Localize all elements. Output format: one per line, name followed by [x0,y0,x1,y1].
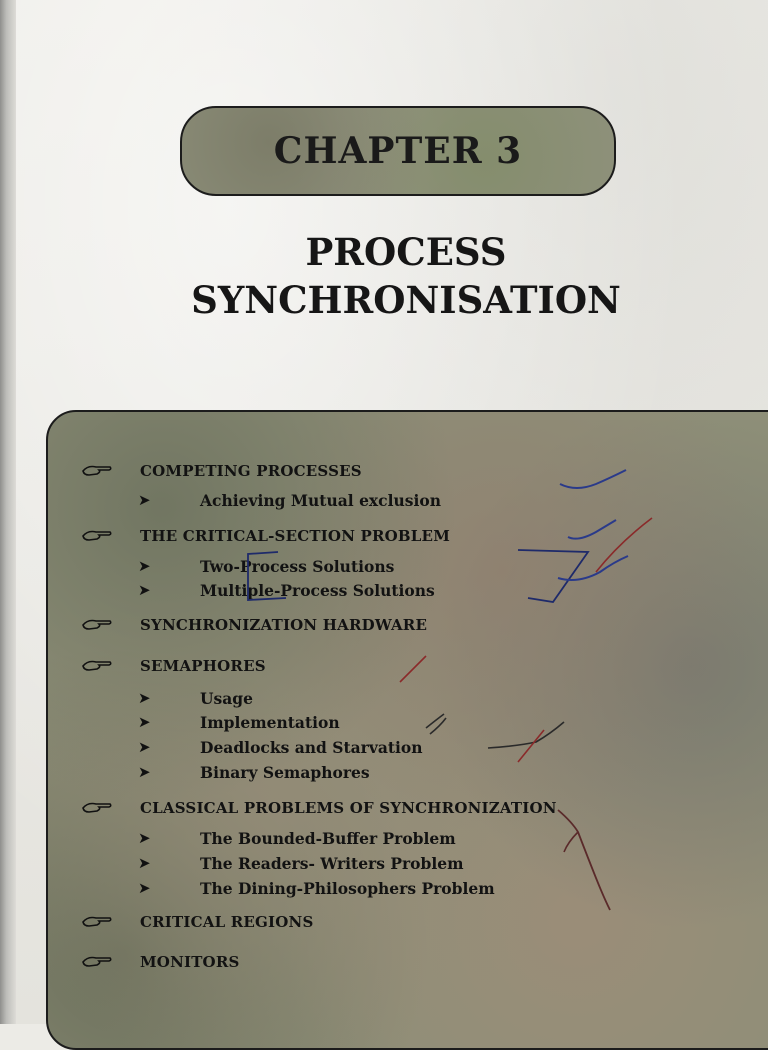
pen-brace [564,832,578,852]
chapter-label: CHAPTER 3 [273,130,523,172]
sub-item-label: The Bounded-Buffer Problem [200,828,456,848]
pen-stroke [400,656,426,682]
sub-item-label: The Dining-Philosophers Problem [200,878,495,898]
arrow-bullet-icon: ➤ [138,557,151,575]
contents-list [48,412,768,1048]
arrow-bullet-icon: ➤ [138,879,151,897]
section-label: MONITORS [140,953,240,971]
handwritten-marks [48,412,768,1050]
chapter-badge [180,106,616,196]
arrow-bullet-icon: ➤ [138,713,151,731]
section-label: CLASSICAL PROBLEMS OF SYNCHRONIZATION [140,799,557,817]
section-label: THE CRITICAL-SECTION PROBLEM [140,527,450,545]
chapter-title-line-1: PROCESS [305,230,507,274]
sub-item-label: Deadlocks and Starvation [200,737,423,757]
section-label: SYNCHRONIZATION HARDWARE [140,616,428,634]
pen-checkmark [560,470,626,488]
pen-underline [488,722,564,748]
arrow-bullet-icon: ➤ [138,854,151,872]
pen-checkmark [568,520,616,539]
contents-box [46,410,768,1050]
sub-item-label: Binary Semaphores [200,762,370,782]
chapter-title-line-2: SYNCHRONISATION [191,278,621,322]
pen-stroke [426,714,446,734]
arrow-bullet-icon: ➤ [138,829,151,847]
section-label: CRITICAL REGIONS [140,913,314,931]
sub-item-label: Implementation [200,712,340,732]
sub-item-label: Multiple-Process Solutions [200,580,435,600]
pen-brace [558,810,610,910]
arrow-bullet-icon: ➤ [138,491,151,509]
section-label: COMPETING PROCESSES [140,462,362,480]
pen-bracket [518,550,588,602]
section-label: SEMAPHORES [140,657,266,675]
sub-item-label: The Readers- Writers Problem [200,853,464,873]
arrow-bullet-icon: ➤ [138,763,151,781]
arrow-bullet-icon: ➤ [138,689,151,707]
arrow-bullet-icon: ➤ [138,738,151,756]
chapter-title [100,228,712,324]
sub-item-label: Two-Process Solutions [200,556,395,576]
sub-item-label: Usage [200,688,253,708]
pen-bracket [248,552,286,600]
page-edge-shadow [0,0,16,1024]
arrow-bullet-icon: ➤ [138,581,151,599]
pen-stroke [518,730,544,762]
pen-checkmark [558,556,628,580]
sub-item-label: Achieving Mutual exclusion [200,490,441,510]
